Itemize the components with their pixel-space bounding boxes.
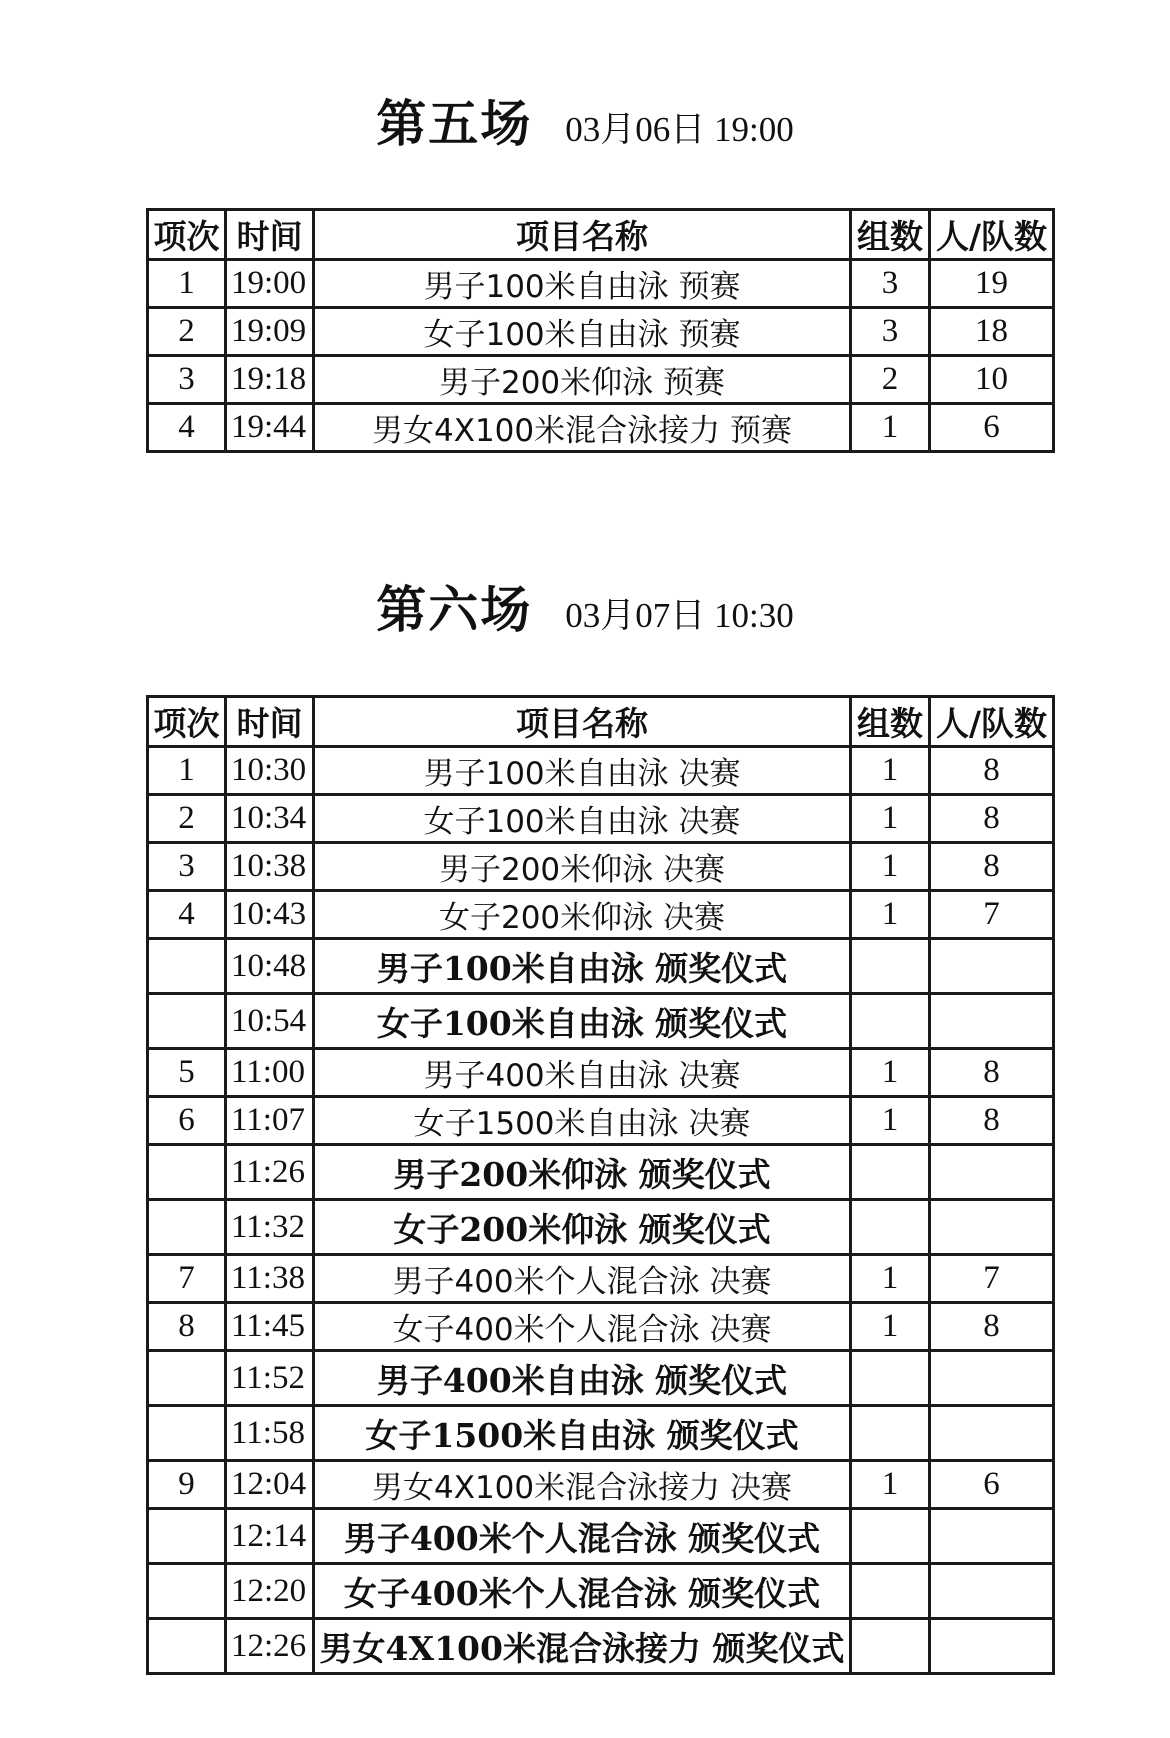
cell-groups	[851, 1619, 930, 1674]
table-row	[148, 994, 1054, 1049]
cell-no: 1	[148, 260, 226, 308]
session5-heading	[0, 84, 1170, 156]
cell-event: 男子400米自由泳 颁奖仪式	[314, 1351, 851, 1406]
cell-groups	[851, 1509, 930, 1564]
cell-time: 19:44	[226, 404, 314, 452]
cell-time: 11:38	[226, 1255, 314, 1303]
table-row	[148, 1303, 1054, 1351]
cell-participants	[930, 1406, 1054, 1461]
cell-no	[148, 1564, 226, 1619]
header-time: 时间	[226, 697, 314, 747]
cell-event: 女子100米自由泳 颁奖仪式	[314, 994, 851, 1049]
cell-time: 10:38	[226, 843, 314, 891]
cell-time: 11:58	[226, 1406, 314, 1461]
cell-participants	[930, 1351, 1054, 1406]
cell-time: 10:34	[226, 795, 314, 843]
header-event: 项目名称	[314, 697, 851, 747]
header-participants: 人/队数	[930, 697, 1054, 747]
cell-event: 女子100米自由泳 决赛	[314, 795, 851, 843]
cell-participants: 8	[930, 1049, 1054, 1097]
table-row	[148, 1406, 1054, 1461]
table-row	[148, 843, 1054, 891]
cell-time: 11:00	[226, 1049, 314, 1097]
cell-event: 女子100米自由泳 预赛	[314, 308, 851, 356]
cell-no: 1	[148, 747, 226, 795]
cell-no: 6	[148, 1097, 226, 1145]
cell-time: 10:30	[226, 747, 314, 795]
table-row	[148, 795, 1054, 843]
table-row	[148, 260, 1054, 308]
cell-event: 男子200米仰泳 决赛	[314, 843, 851, 891]
cell-participants: 10	[930, 356, 1054, 404]
cell-groups: 1	[851, 1097, 930, 1145]
table-row	[148, 404, 1054, 452]
cell-groups: 1	[851, 404, 930, 452]
cell-no: 2	[148, 308, 226, 356]
cell-groups	[851, 1406, 930, 1461]
cell-event: 女子200米仰泳 颁奖仪式	[314, 1200, 851, 1255]
cell-event: 男子400米自由泳 决赛	[314, 1049, 851, 1097]
cell-participants: 8	[930, 1303, 1054, 1351]
table-header-row	[148, 210, 1054, 260]
cell-event: 男子100米自由泳 决赛	[314, 747, 851, 795]
cell-event: 女子1500米自由泳 颁奖仪式	[314, 1406, 851, 1461]
cell-event: 女子400米个人混合泳 颁奖仪式	[314, 1564, 851, 1619]
cell-time: 10:48	[226, 939, 314, 994]
cell-event: 男子100米自由泳 颁奖仪式	[314, 939, 851, 994]
header-time: 时间	[226, 210, 314, 260]
cell-no	[148, 1406, 226, 1461]
cell-time: 19:09	[226, 308, 314, 356]
table-row	[148, 1351, 1054, 1406]
cell-groups	[851, 994, 930, 1049]
table-row	[148, 939, 1054, 994]
cell-no	[148, 1145, 226, 1200]
cell-groups	[851, 1200, 930, 1255]
session6-table-body	[148, 747, 1054, 1674]
cell-participants	[930, 994, 1054, 1049]
cell-groups: 1	[851, 891, 930, 939]
cell-no	[148, 1200, 226, 1255]
cell-groups: 3	[851, 308, 930, 356]
cell-no: 7	[148, 1255, 226, 1303]
cell-time: 12:14	[226, 1509, 314, 1564]
session5-table-body	[148, 260, 1054, 452]
cell-time: 11:07	[226, 1097, 314, 1145]
session6-heading	[0, 570, 1170, 642]
cell-event: 女子400米个人混合泳 决赛	[314, 1303, 851, 1351]
cell-groups	[851, 1145, 930, 1200]
table-row	[148, 1461, 1054, 1509]
cell-participants: 18	[930, 308, 1054, 356]
cell-time: 10:43	[226, 891, 314, 939]
table-row	[148, 1097, 1054, 1145]
cell-no: 3	[148, 356, 226, 404]
cell-groups: 3	[851, 260, 930, 308]
cell-event: 男女4X100米混合泳接力 决赛	[314, 1461, 851, 1509]
cell-participants: 6	[930, 404, 1054, 452]
cell-no	[148, 994, 226, 1049]
header-no: 项次	[148, 210, 226, 260]
cell-participants	[930, 1200, 1054, 1255]
cell-event: 男女4X100米混合泳接力 预赛	[314, 404, 851, 452]
cell-groups	[851, 939, 930, 994]
table-row	[148, 1200, 1054, 1255]
cell-groups	[851, 1564, 930, 1619]
table-row	[148, 1145, 1054, 1200]
cell-no	[148, 1351, 226, 1406]
cell-no	[148, 939, 226, 994]
table-row	[148, 1564, 1054, 1619]
cell-time: 12:20	[226, 1564, 314, 1619]
cell-no: 5	[148, 1049, 226, 1097]
cell-time: 10:54	[226, 994, 314, 1049]
cell-event: 男子200米仰泳 预赛	[314, 356, 851, 404]
table-row	[148, 1049, 1054, 1097]
cell-no: 4	[148, 891, 226, 939]
cell-event: 男子400米个人混合泳 决赛	[314, 1255, 851, 1303]
cell-time: 19:18	[226, 356, 314, 404]
cell-groups	[851, 1351, 930, 1406]
cell-event: 男女4X100米混合泳接力 颁奖仪式	[314, 1619, 851, 1674]
cell-time: 11:26	[226, 1145, 314, 1200]
header-groups: 组数	[851, 697, 930, 747]
cell-participants: 8	[930, 795, 1054, 843]
cell-no: 8	[148, 1303, 226, 1351]
session5-schedule-table	[146, 208, 1055, 453]
cell-time: 12:04	[226, 1461, 314, 1509]
cell-time: 12:26	[226, 1619, 314, 1674]
cell-event: 男子400米个人混合泳 颁奖仪式	[314, 1509, 851, 1564]
cell-groups: 1	[851, 747, 930, 795]
session6-date: 03月07日 10:30	[565, 596, 794, 635]
cell-participants: 8	[930, 843, 1054, 891]
cell-participants: 8	[930, 747, 1054, 795]
header-event: 项目名称	[314, 210, 851, 260]
cell-groups: 1	[851, 1049, 930, 1097]
table-row	[148, 747, 1054, 795]
cell-no	[148, 1619, 226, 1674]
cell-participants	[930, 1619, 1054, 1674]
cell-event: 男子100米自由泳 预赛	[314, 260, 851, 308]
cell-event: 女子200米仰泳 决赛	[314, 891, 851, 939]
table-row	[148, 308, 1054, 356]
header-no: 项次	[148, 697, 226, 747]
table-row	[148, 891, 1054, 939]
cell-time: 19:00	[226, 260, 314, 308]
session5-title: 第五场	[376, 95, 533, 153]
cell-no: 2	[148, 795, 226, 843]
table-header-row	[148, 697, 1054, 747]
table-row	[148, 1619, 1054, 1674]
table-row	[148, 1509, 1054, 1564]
cell-time: 11:52	[226, 1351, 314, 1406]
cell-groups: 1	[851, 1461, 930, 1509]
cell-groups: 1	[851, 843, 930, 891]
header-groups: 组数	[851, 210, 930, 260]
cell-no: 4	[148, 404, 226, 452]
cell-time: 11:32	[226, 1200, 314, 1255]
session5-date: 03月06日 19:00	[565, 110, 794, 149]
cell-event: 男子200米仰泳 颁奖仪式	[314, 1145, 851, 1200]
cell-time: 11:45	[226, 1303, 314, 1351]
cell-groups: 1	[851, 1303, 930, 1351]
cell-participants	[930, 1564, 1054, 1619]
session6-schedule-table	[146, 695, 1055, 1675]
cell-participants: 6	[930, 1461, 1054, 1509]
cell-participants: 8	[930, 1097, 1054, 1145]
cell-participants: 7	[930, 891, 1054, 939]
cell-participants: 7	[930, 1255, 1054, 1303]
cell-groups: 1	[851, 1255, 930, 1303]
cell-no	[148, 1509, 226, 1564]
cell-participants	[930, 1509, 1054, 1564]
cell-event: 女子1500米自由泳 决赛	[314, 1097, 851, 1145]
cell-groups: 2	[851, 356, 930, 404]
cell-groups: 1	[851, 795, 930, 843]
table-row	[148, 1255, 1054, 1303]
cell-participants: 19	[930, 260, 1054, 308]
cell-no: 9	[148, 1461, 226, 1509]
cell-participants	[930, 1145, 1054, 1200]
session6-title: 第六场	[376, 581, 533, 639]
cell-no: 3	[148, 843, 226, 891]
table-row	[148, 356, 1054, 404]
cell-participants	[930, 939, 1054, 994]
header-participants: 人/队数	[930, 210, 1054, 260]
